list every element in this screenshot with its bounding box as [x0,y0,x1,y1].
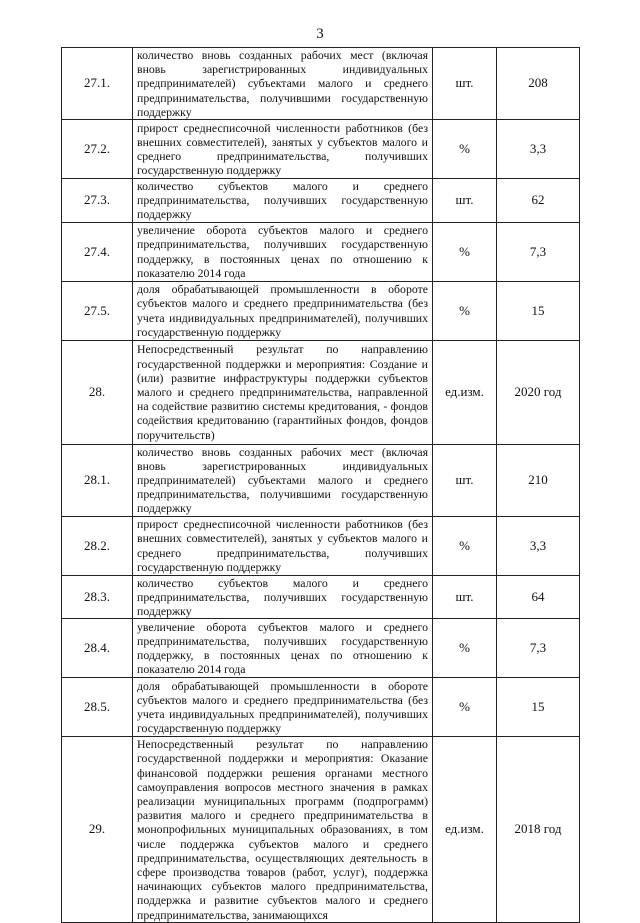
row-unit: % [433,120,497,179]
row-value: 15 [497,678,580,737]
row-value: 2020 год [497,340,580,444]
row-number: 28.1. [62,444,133,516]
row-unit: ед.изм. [433,340,497,444]
table-row [62,444,580,516]
row-description: количество вновь созданных рабочих мест (включая вновь зарегистрированных индивидуальных предпринимателей) субъектами малого и среднего предпринимательства, получившими государственную поддержку [137,48,428,119]
row-description: увеличение оборота субъектов малого и среднего предпринимательства, получивших государственную поддержку, в постоянных ценах по отношению к показателю 2014 года [137,223,428,280]
row-number: 27.3. [62,179,133,223]
row-unit: % [433,516,497,575]
row-number: 29. [62,737,133,923]
table-row [62,48,580,120]
row-unit: шт. [433,48,497,120]
row-description: количество субъектов малого и среднего предпринимательства, получивших государственную поддержку [137,179,428,222]
row-unit: % [433,678,497,737]
row-unit: шт. [433,575,497,619]
row-value: 3,3 [497,120,580,179]
row-unit: шт. [433,444,497,516]
table-row [62,678,580,737]
row-value: 2018 год [497,737,580,923]
page-number: 3 [316,26,324,42]
row-value: 7,3 [497,222,580,281]
indicators-table [61,47,580,923]
row-unit: % [433,281,497,340]
row-number: 27.5. [62,281,133,340]
table-row [62,222,580,281]
row-value: 62 [497,179,580,223]
row-value: 15 [497,281,580,340]
row-description: доля обрабатывающей промышленности в обороте субъектов малого и среднего предпринимательства (без учета индивидуальных предпринимателей), получивших государственную поддержку [137,282,428,339]
table-row [62,737,580,923]
row-number: 28.2. [62,516,133,575]
row-description: прирост среднесписочной численности работников (без внешних совместителей), занятых у субъектов малого и среднего предпринимательства, получивших государственную поддержку [137,517,428,574]
table-row [62,281,580,340]
table-row [62,120,580,179]
table-row [62,575,580,619]
row-description: прирост среднесписочной численности работников (без внешних совместителей), занятых у субъектов малого и среднего предпринимательства, получивших государственную поддержку [137,120,428,178]
table-row [62,179,580,223]
row-description: количество вновь созданных рабочих мест (включая вновь зарегистрированных индивидуальных предпринимателей) субъектами малого и среднего предпринимательства, получившими государственную поддержку [137,444,428,516]
row-number: 27.1. [62,48,133,120]
row-number: 27.2. [62,120,133,179]
row-unit: ед.изм. [433,737,497,923]
row-description: увеличение оборота субъектов малого и среднего предпринимательства, получивших государственную поддержку, в постоянных ценах по отношению к показателю 2014 года [137,619,428,677]
table-row [62,340,580,444]
row-number: 28.4. [62,619,133,678]
row-description: Непосредственный результат по направлению государственной поддержки и мероприятия: Создание и (или) развитие инфраструктуры поддержки субъектов малого и среднего предпринимательства, направленной на содействие развитию системы кредитования, - фондов содействия кредитованию (гарантийных фондов, фондов поручительств) [137,342,428,442]
table-row [62,619,580,678]
row-value: 208 [497,48,580,120]
row-unit: шт. [433,179,497,223]
row-number: 28.5. [62,678,133,737]
row-unit: % [433,222,497,281]
row-value: 210 [497,444,580,516]
row-description: доля обрабатывающей промышленности в обороте субъектов малого и среднего предпринимательства (без учета индивидуальных предпринимателей), получивших государственную поддержку [137,678,428,736]
row-description: количество субъектов малого и среднего предпринимательства, получивших государственную поддержку [137,575,428,619]
row-number: 28.3. [62,575,133,619]
row-value: 7,3 [497,619,580,678]
row-number: 27.4. [62,222,133,281]
row-value: 3,3 [497,516,580,575]
row-value: 64 [497,575,580,619]
row-number: 28. [62,340,133,444]
table-row [62,516,580,575]
row-description: Непосредственный результат по направлению государственной поддержки и мероприятия: Оказание финансовой поддержки решения органами местного самоуправления вопросов местного значения в рамках реализации муниципальных программ (подпрограмм) развития малого и среднего предпринимательства в монопрофильных муниципальных образованиях, в том числе поддержка субъектов малого и среднего предпринимательства, осуществляющих деятельность в сфере производства товаров (работ, услуг), поддержка начинающих субъектов малого предпринимательства, поддержка и развитие субъектов малого и среднего предпринимательства, занимающихся [137,737,428,922]
row-unit: % [433,619,497,678]
